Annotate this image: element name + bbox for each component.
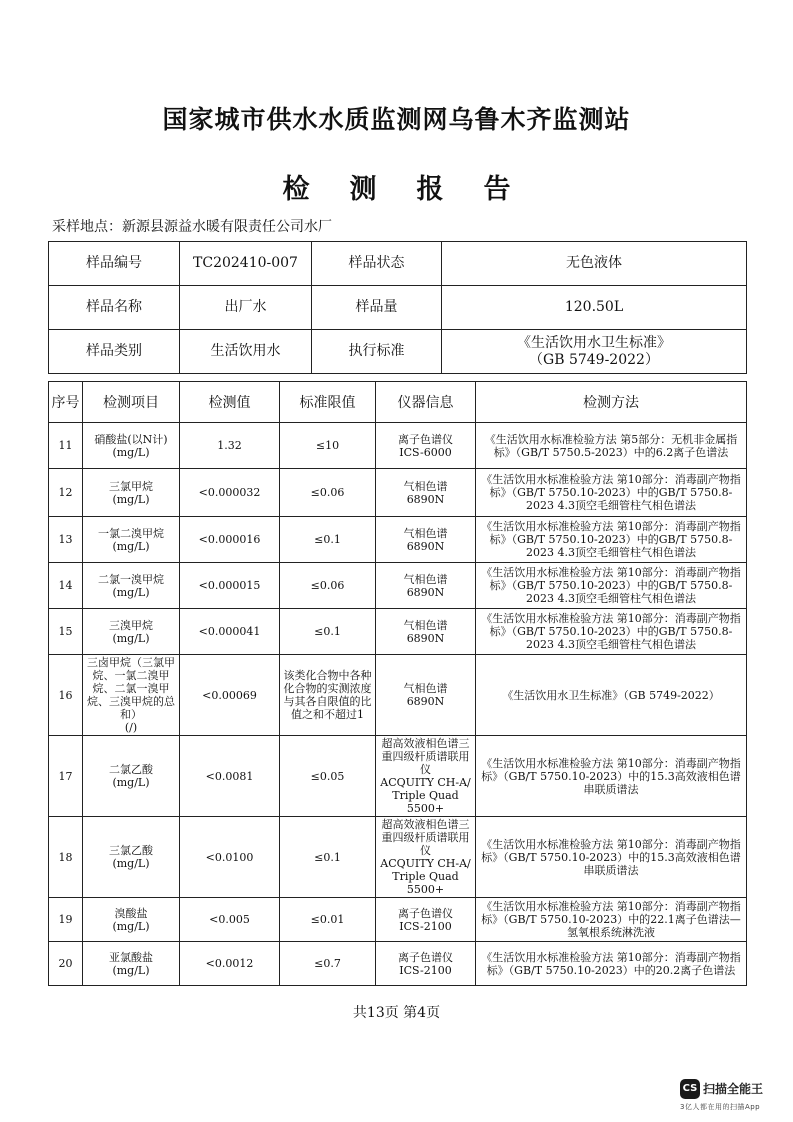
instrument-info: 气相色谱 6890N: [376, 609, 476, 655]
table-row: [49, 469, 747, 517]
row-number: 19: [49, 898, 83, 942]
col-header-value: 检测值: [180, 382, 280, 423]
row-number: 20: [49, 942, 83, 986]
test-method: 《生活饮用水标准检验方法 第10部分：消毒副产物指标》（GB/T 5750.10-2023）中的GB/T 5750.8-2023 4.3顶空毛细管柱气相色谱法: [476, 517, 747, 563]
test-item: 二氯一溴甲烷 (mg/L): [83, 563, 180, 609]
row-number: 12: [49, 469, 83, 517]
sampling-location: 采样地点：新源县源益水暖有限责任公司水厂: [52, 219, 332, 235]
results-table: [48, 381, 747, 986]
standard-limit: ≤0.1: [280, 609, 376, 655]
test-method: 《生活饮用水标准检验方法 第10部分：消毒副产物指标》（GB/T 5750.10-2023）中的15.3高效液相色谱串联质谱法: [476, 817, 747, 898]
test-value: <0.000032: [180, 469, 280, 517]
standard-label: 执行标准: [312, 330, 442, 374]
test-item: 三溴甲烷 (mg/L): [83, 609, 180, 655]
instrument-info: 离子色谱仪 ICS-6000: [376, 423, 476, 469]
table-row: [49, 563, 747, 609]
standard-limit: ≤0.06: [280, 563, 376, 609]
test-method: 《生活饮用水卫生标准》（GB 5749-2022）: [476, 655, 747, 736]
instrument-info: 气相色谱 6890N: [376, 469, 476, 517]
test-value: <0.0081: [180, 736, 280, 817]
table-row: [49, 609, 747, 655]
standard-limit: ≤0.1: [280, 517, 376, 563]
table-row: [49, 898, 747, 942]
test-value: <0.000041: [180, 609, 280, 655]
table-row: [49, 736, 747, 817]
instrument-info: 超高效液相色谱三重四级杆质谱联用仪 ACQUITY CH-A/ Triple Quad 5500+: [376, 817, 476, 898]
test-value: <0.0012: [180, 942, 280, 986]
standard-limit: 该类化合物中各种化合物的实测浓度与其各自限值的比值之和不超过1: [280, 655, 376, 736]
test-item: 硝酸盐(以N计) (mg/L): [83, 423, 180, 469]
report-title: 检测报告: [282, 174, 551, 205]
test-value: <0.00069: [180, 655, 280, 736]
instrument-info: 气相色谱 6890N: [376, 517, 476, 563]
page-number: 共13页 第4页: [352, 1005, 441, 1021]
sample-name-value: 出厂水: [180, 286, 312, 330]
instrument-info: 气相色谱 6890N: [376, 655, 476, 736]
col-header-instrument: 仪器信息: [376, 382, 476, 423]
test-value: <0.000015: [180, 563, 280, 609]
test-value: <0.0100: [180, 817, 280, 898]
test-value: 1.32: [180, 423, 280, 469]
standard-limit: ≤0.1: [280, 817, 376, 898]
org-title: 国家城市供水水质监测网乌鲁木齐监测站: [162, 105, 631, 134]
row-number: 11: [49, 423, 83, 469]
scanner-watermark: [680, 1078, 790, 1112]
row-number: 18: [49, 817, 83, 898]
col-header-method: 检测方法: [476, 382, 747, 423]
sample-category-label: 样品类别: [49, 330, 180, 374]
sample-amount-value: 120.50L: [442, 286, 747, 330]
test-item: 一氯二溴甲烷 (mg/L): [83, 517, 180, 563]
camscanner-logo-icon: CS: [680, 1079, 700, 1099]
test-value: <0.005: [180, 898, 280, 942]
standard-limit: ≤0.05: [280, 736, 376, 817]
test-method: 《生活饮用水标准检验方法 第10部分：消毒副产物指标》（GB/T 5750.10-2023）中的GB/T 5750.8-2023 4.3顶空毛细管柱气相色谱法: [476, 609, 747, 655]
test-item: 三卤甲烷（三氯甲烷、一氯二溴甲烷、二氯一溴甲烷、三溴甲烷的总和） (/): [83, 655, 180, 736]
test-item: 三氯甲烷 (mg/L): [83, 469, 180, 517]
standard-limit: ≤0.06: [280, 469, 376, 517]
test-method: 《生活饮用水标准检验方法 第10部分：消毒副产物指标》（GB/T 5750.10-2023）中的22.1离子色谱法—氢氧根系统淋洗液: [476, 898, 747, 942]
test-item: 三氯乙酸 (mg/L): [83, 817, 180, 898]
results-body: [49, 423, 747, 986]
instrument-info: 离子色谱仪 ICS-2100: [376, 942, 476, 986]
sample-state-label: 样品状态: [312, 242, 442, 286]
test-method: 《生活饮用水标准检验方法 第10部分：消毒副产物指标》（GB/T 5750.10-2023）中的20.2离子色谱法: [476, 942, 747, 986]
row-number: 13: [49, 517, 83, 563]
table-row: [49, 517, 747, 563]
standard-limit: ≤10: [280, 423, 376, 469]
row-number: 14: [49, 563, 83, 609]
test-item: 溴酸盐 (mg/L): [83, 898, 180, 942]
instrument-info: 超高效液相色谱三重四级杆质谱联用仪 ACQUITY CH-A/ Triple Quad 5500+: [376, 736, 476, 817]
test-value: <0.000016: [180, 517, 280, 563]
test-method: 《生活饮用水标准检验方法 第5部分：无机非金属指标》（GB/T 5750.5-2023）中的6.2离子色谱法: [476, 423, 747, 469]
scanner-name: 扫描全能王: [703, 1082, 764, 1096]
info-row-category: [49, 330, 747, 374]
standard-limit: ≤0.01: [280, 898, 376, 942]
scanner-slogan: 3亿人都在用的扫描App: [680, 1102, 761, 1111]
sample-category-value: 生活饮用水: [180, 330, 312, 374]
standard-line-1: 《生活饮用水卫生标准》: [517, 334, 671, 351]
sample-id-label: 样品编号: [49, 242, 180, 286]
sample-id-value: TC202410-007: [180, 242, 312, 286]
instrument-info: 气相色谱 6890N: [376, 563, 476, 609]
info-row-id: [49, 242, 747, 286]
table-row: [49, 423, 747, 469]
instrument-info: 离子色谱仪 ICS-2100: [376, 898, 476, 942]
table-row: [49, 655, 747, 736]
test-method: 《生活饮用水标准检验方法 第10部分：消毒副产物指标》（GB/T 5750.10-2023）中的GB/T 5750.8-2023 4.3顶空毛细管柱气相色谱法: [476, 469, 747, 517]
row-number: 15: [49, 609, 83, 655]
test-method: 《生活饮用水标准检验方法 第10部分：消毒副产物指标》（GB/T 5750.10-2023）中的15.3高效液相色谱串联质谱法: [476, 736, 747, 817]
col-header-item: 检测项目: [83, 382, 180, 423]
row-number: 17: [49, 736, 83, 817]
col-header-limit: 标准限值: [280, 382, 376, 423]
sample-amount-label: 样品量: [312, 286, 442, 330]
sample-state-value: 无色液体: [442, 242, 747, 286]
results-header-row: [49, 382, 747, 423]
standard-value: [442, 330, 747, 374]
test-item: 亚氯酸盐 (mg/L): [83, 942, 180, 986]
test-item: 二氯乙酸 (mg/L): [83, 736, 180, 817]
standard-line-2: （GB 5749-2022）: [529, 351, 659, 368]
table-row: [49, 817, 747, 898]
table-row: [49, 942, 747, 986]
row-number: 16: [49, 655, 83, 736]
test-method: 《生活饮用水标准检验方法 第10部分：消毒副产物指标》（GB/T 5750.10-2023）中的GB/T 5750.8-2023 4.3顶空毛细管柱气相色谱法: [476, 563, 747, 609]
sample-name-label: 样品名称: [49, 286, 180, 330]
info-row-name: [49, 286, 747, 330]
col-header-no: 序号: [49, 382, 83, 423]
sample-info-table: [48, 241, 747, 374]
standard-limit: ≤0.7: [280, 942, 376, 986]
